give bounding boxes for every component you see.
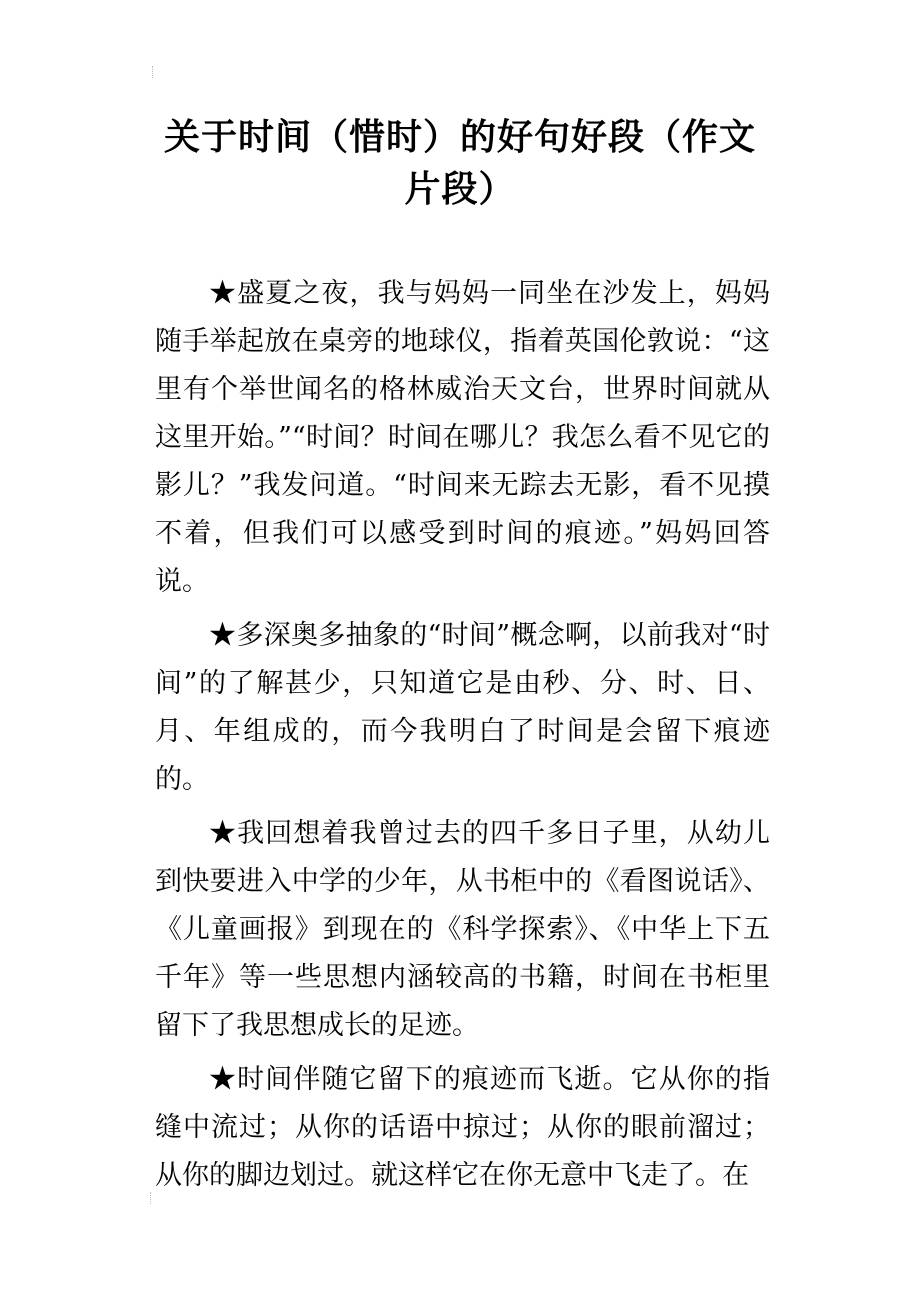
- paragraph: ★时间伴随它留下的痕迹而飞逝。它从你的指缝中流过；从你的话语中掠过；从你的眼前溜过；从你的脚边划过。就这样它在你无意中飞走了。在: [155, 1064, 770, 1191]
- paragraph: ★多深奥多抽象的“时间”概念啊，以前我对“时间”的了解甚少，只知道它是由秒、分、时、日、月、年组成的，而今我明白了时间是会留下痕迹的。: [155, 620, 770, 795]
- document-title: 关于时间（惜时）的好句好段（作文片段）: [163, 117, 756, 210]
- paragraph: ★我回想着我曾过去的四千多日子里，从幼儿到快要进入中学的少年，从书柜中的《看图说话》、《儿童画报》到现在的《科学探索》、《中华上下五千年》等一些思想内涵较高的书籍，时间在书柜里留下了我思想成长的足迹。: [155, 818, 770, 1041]
- paragraph: ★盛夏之夜，我与妈妈一同坐在沙发上，妈妈随手举起放在桌旁的地球仪，指着英国伦敦说：“这里有个举世闻名的格林威治天文台，世界时间就从这里开始。”“时间？时间在哪儿？我怎么看不见它的影儿？”我发问道。“时间来无踪去无影，看不见摸不着，但我们可以感受到时间的痕迹。”妈妈回答说。: [155, 278, 770, 597]
- document-body: [155, 270, 770, 1206]
- page-corner-mark: [152, 66, 159, 78]
- page-corner-mark: [150, 1192, 157, 1204]
